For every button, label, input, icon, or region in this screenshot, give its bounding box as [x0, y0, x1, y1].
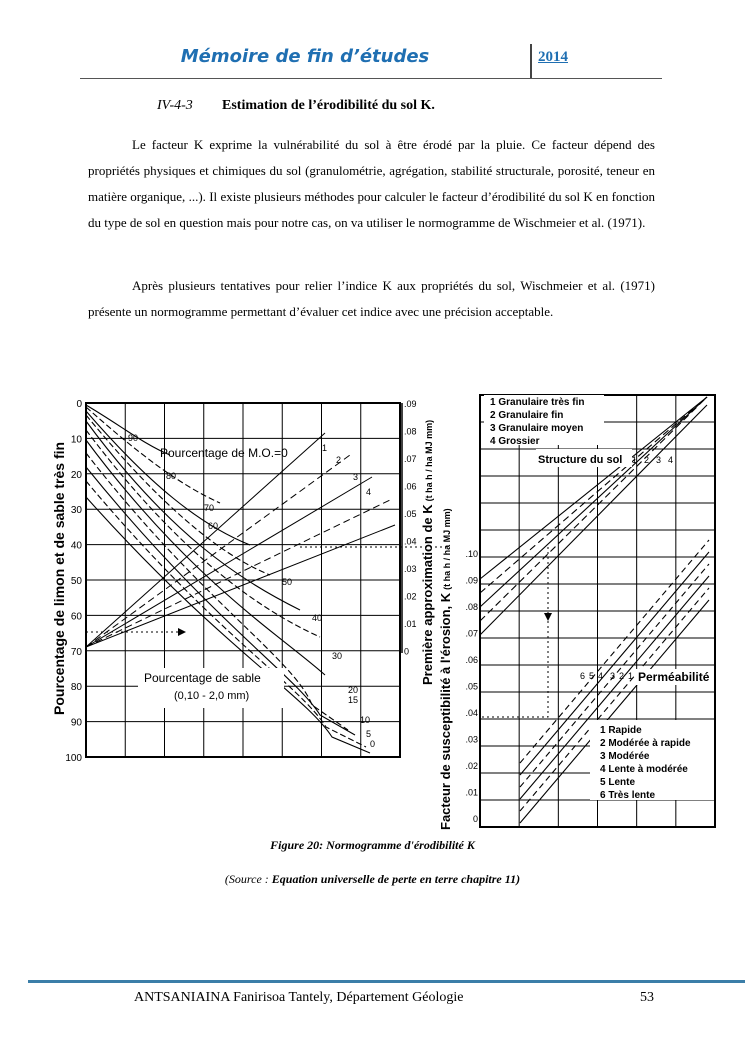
middle-tick-label: .05 — [404, 509, 417, 519]
left-tick-label: 50 — [70, 576, 82, 587]
sand-curve-label: 15 — [348, 695, 359, 705]
right-tick-label: .07 — [465, 628, 478, 639]
mo-curve-label: 2 — [336, 455, 342, 465]
left-tick-label: 80 — [70, 682, 82, 694]
sand-curve-label: 80 — [166, 471, 177, 481]
footer-rule — [28, 980, 745, 983]
middle-axis-title: Première approximation de K — [420, 504, 435, 685]
structure-legend-item: 4 Grossier — [490, 436, 540, 447]
page-number: 53 — [640, 990, 654, 1005]
section-title: Estimation de l’érodibilité du sol K. — [222, 98, 435, 113]
source-text: Equation universelle de perte en terre chapitre 11) — [271, 872, 521, 886]
header-year: 2014 — [538, 49, 568, 65]
mo-label: Pourcentage de M.O.=0 — [160, 446, 288, 460]
right-tick-label: .04 — [465, 708, 478, 718]
source-prefix: (Source : — [224, 872, 272, 886]
guide-line — [480, 621, 548, 717]
right-tick-label: .02 — [465, 761, 478, 771]
mo-curve-label: 4 — [366, 487, 372, 497]
right-axis-unit: (t ha h / ha MJ mm) — [442, 508, 452, 590]
paragraph-2: Après plusieurs tentatives pour relier l’indice K aux propriétés du sol, Wischmeier et al. (1971) présente un normogramme permettant d’évaluer cet indice avec une précision acceptable. — [88, 278, 655, 319]
right-tick-label: 0 — [472, 814, 478, 824]
structure-legend-item: 2 Granulaire fin — [490, 410, 564, 421]
right-tick-label: .08 — [465, 602, 478, 612]
permeability-curve-label: 6 — [580, 671, 586, 681]
left-tick-label: 100 — [65, 753, 82, 764]
structure-curve-label: 1 — [632, 455, 638, 465]
permeability-curve-label: 4 — [598, 671, 604, 681]
right-tick-label: .06 — [465, 655, 478, 665]
middle-tick-label: .09 — [404, 399, 417, 409]
sand-curve-label: 20 — [348, 685, 359, 695]
structure-curve-label: 2 — [644, 455, 650, 465]
left-tick-label: 60 — [70, 611, 82, 623]
permeability-label: Perméabilité — [638, 670, 710, 684]
header-title: Mémoire de fin d’études — [180, 46, 430, 67]
mo-curve-label: 1 — [322, 443, 328, 453]
sand-curve-label: 70 — [204, 503, 215, 513]
left-tick-label: 40 — [70, 540, 82, 552]
left-tick-label: 20 — [70, 469, 82, 481]
sand-curve — [86, 430, 323, 637]
left-tick-label: 10 — [70, 434, 82, 446]
middle-tick-label: .08 — [404, 426, 417, 437]
nomogram-figure — [50, 385, 720, 830]
right-tick-label: .09 — [465, 575, 478, 586]
mo-line — [86, 477, 372, 647]
permeability-curve-label: 1 — [628, 671, 634, 681]
middle-tick-label: .07 — [404, 454, 417, 464]
left-tick-label: 90 — [70, 717, 82, 729]
sand-curve-label: 0 — [370, 739, 376, 749]
sand-curve-label: 40 — [312, 613, 323, 623]
sand-curve-label: 60 — [208, 521, 219, 531]
middle-tick-label: .02 — [404, 591, 417, 602]
permeability-curve-label: 2 — [619, 671, 625, 681]
right-tick-label: .05 — [465, 681, 478, 692]
middle-tick-label: 0 — [404, 646, 410, 657]
nomogram-svg — [50, 385, 720, 830]
middle-axis-label — [420, 420, 435, 685]
structure-legend-item: 3 Granulaire moyen — [490, 423, 584, 434]
right-tick-labels — [465, 549, 478, 824]
middle-tick-label: .04 — [404, 536, 417, 547]
permeability-curve-label: 5 — [589, 671, 595, 681]
mo-curve-label: 3 — [353, 472, 359, 482]
permeability-legend-item: 5 Lente — [600, 777, 636, 788]
left-axis-label: Pourcentage de limon et de sable très fin — [51, 441, 67, 715]
permeability-legend-item: 1 Rapide — [600, 725, 642, 736]
figure-source — [0, 872, 745, 887]
footer-author: ANTSANIAINA Fanirisoa Tantely, Département Géologie — [134, 990, 464, 1005]
right-tick-label: .01 — [465, 787, 478, 798]
header-rule — [80, 78, 662, 79]
section-number: IV-4-3 — [157, 98, 193, 113]
permeability-legend-item: 4 Lente à modérée — [600, 764, 688, 775]
sand-curve — [86, 415, 270, 575]
middle-tick-label: .06 — [404, 481, 417, 492]
right-axis-title: Facteur de susceptibilité à l'érosion, K — [438, 592, 453, 830]
structure-legend-item: 1 Granulaire très fin — [490, 397, 585, 408]
permeability-legend-item: 6 Très lente — [600, 790, 656, 801]
left-tick-labels — [65, 399, 82, 764]
right-tick-label: .03 — [465, 734, 478, 745]
right-axis-label — [438, 508, 453, 830]
left-tick-label: 0 — [76, 399, 82, 410]
sand-label: Pourcentage de sable — [144, 671, 261, 685]
permeability-legend-item: 3 Modérée — [600, 751, 650, 762]
right-tick-label: .10 — [465, 549, 478, 559]
sand-curve-label: 90 — [128, 433, 139, 443]
sand-curve-label: 50 — [282, 577, 293, 587]
middle-tick-label: .03 — [404, 564, 417, 574]
structure-label: Structure du sol — [538, 454, 623, 466]
sand-range: (0,10 - 2,0 mm) — [174, 690, 250, 702]
sand-curve-label: 10 — [360, 715, 371, 725]
middle-tick-labels — [402, 399, 417, 657]
permeability-legend-item: 2 Modérée à rapide — [600, 738, 691, 749]
left-tick-label: 70 — [70, 646, 82, 658]
guide-arrow — [178, 628, 186, 636]
sand-curve-label: 30 — [332, 651, 343, 661]
header-divider — [530, 44, 532, 78]
mo-line — [86, 525, 395, 647]
left-tick-label: 30 — [70, 505, 82, 517]
guide-arrow — [544, 613, 552, 621]
sand-curve-label: 5 — [366, 729, 372, 739]
middle-tick-label: .01 — [404, 619, 417, 629]
permeability-curve-label: 3 — [610, 671, 616, 681]
middle-axis-unit: (t ha h / ha MJ mm) — [424, 419, 434, 502]
paragraph-1: Le facteur K exprime la vulnérabilité du sol à être érodé par la pluie. Ce facteur dépend des propriétés physiques et chimiques du sol (granulométrie, agrégation, stabilité structurale, porosité, teneur en matière organique, ...). Il existe plusieurs méthodes pour calculer le facteur d’érodibilité du sol K en fonction du type de sol en question mais pour notre cas, on va utiliser le normogramme de Wischmeier et al. (1971). — [88, 137, 655, 230]
mo-line — [86, 500, 390, 647]
structure-curve-label: 3 — [656, 455, 662, 465]
figure-caption: Figure 20: Normogramme d'érodibilité K — [270, 838, 475, 852]
structure-curve-label: 4 — [668, 455, 674, 465]
